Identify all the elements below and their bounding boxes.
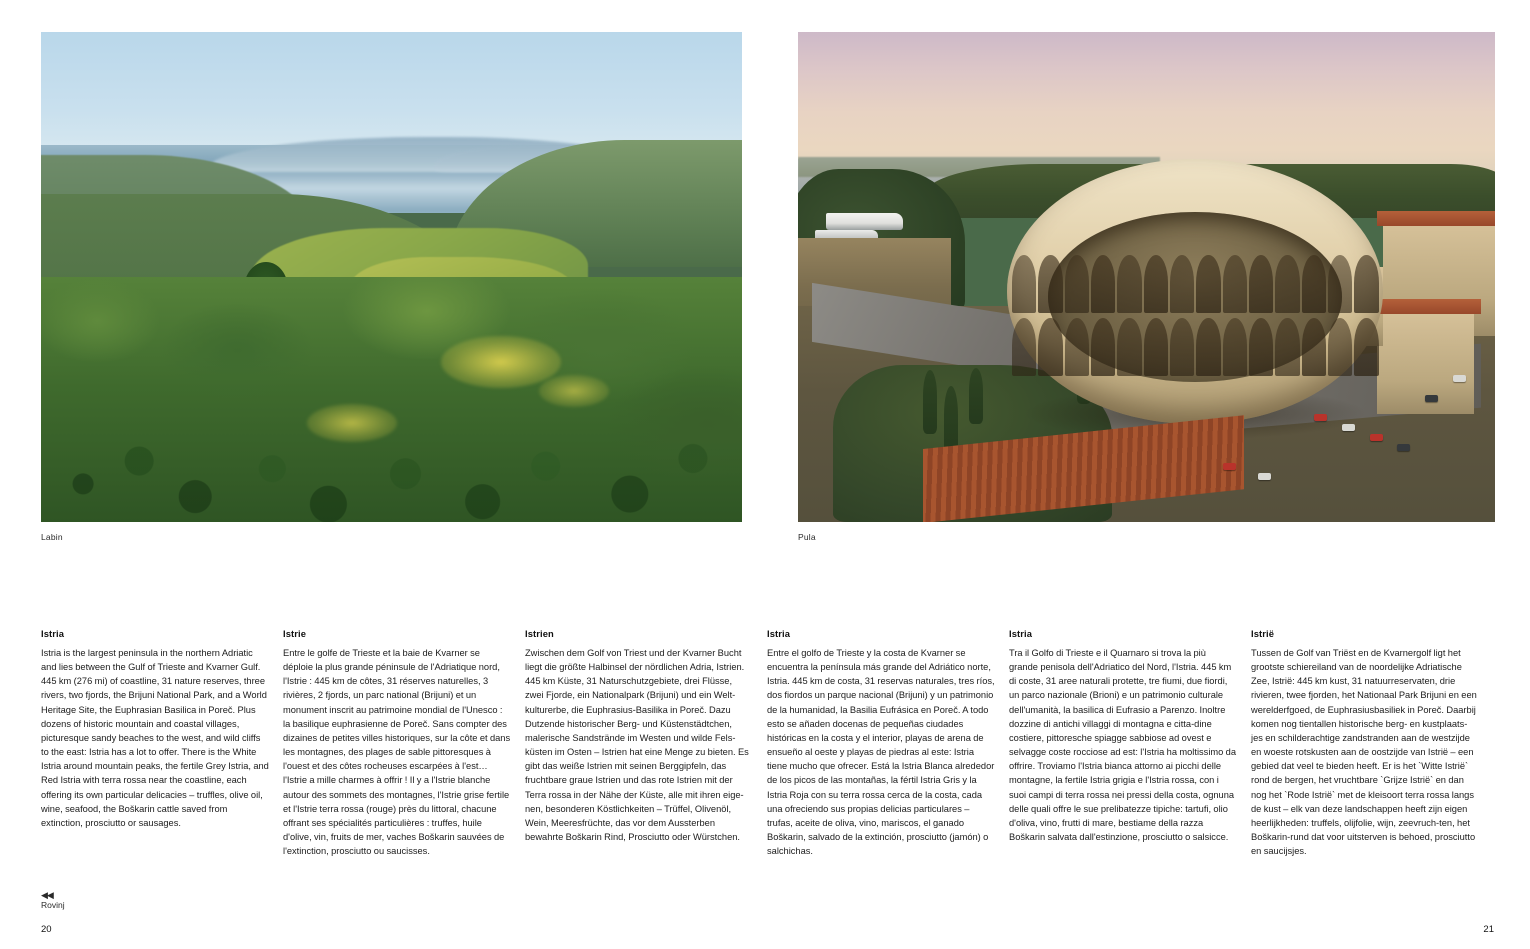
- arena-arch-row-lower: [1007, 318, 1383, 376]
- column-dutch: [1251, 628, 1479, 858]
- column-spanish: [767, 628, 995, 858]
- arena-arch: [1249, 318, 1273, 376]
- next-page-caption: Rovinj: [41, 900, 65, 910]
- tiled-roof: [1377, 211, 1495, 226]
- arena-arch: [1038, 255, 1062, 313]
- forest-canopy: [41, 277, 742, 522]
- arena-arch: [1144, 255, 1168, 313]
- arena-arch: [1302, 255, 1326, 313]
- arena-arch: [1275, 318, 1299, 376]
- column-body-spanish: Entre el golfo de Trieste y la costa de Kvarner se encuentra la península más grande del Adriático norte, Istria. 445 km de costa, 31 reservas naturales, tres ríos, dos fiordos un parque nacional (Brijuni) y un patrimonio de la humanidad, la Basilia Eufrásica en Poreč. A todo esto se añaden docenas de pequeñas ciudades históricas en la costa y el interior, playas de arena de ensueño al oeste y playas de piedras al este: Istria tiene mucho que ofrecer. Está la Istria Blanca alrededor de los picos de las montañas, la fértil Istria Gris y la Istria Roja con su terra rossa cerca de la costa, cada una ofreciendo sus propias delicias particulares – trufas, aceite de oliva, vino, mariscos, el ganado Boškarin, salvado de la extinción, prosciutto (jamón) o salchichas.: [767, 648, 995, 857]
- arena-arch: [1328, 318, 1352, 376]
- arena-arch: [1091, 318, 1115, 376]
- arena-arch: [1249, 255, 1273, 313]
- parked-car: [1342, 424, 1355, 431]
- arena-arch: [1144, 318, 1168, 376]
- column-heading-italian: Istria: [1009, 628, 1033, 639]
- arena-arch: [1012, 255, 1036, 313]
- column-english: [41, 628, 269, 858]
- arena-arch: [1354, 255, 1378, 313]
- arena-arch: [1065, 255, 1089, 313]
- yellow-broom-patch-c: [539, 375, 609, 407]
- column-heading-english: Istria: [41, 628, 65, 639]
- column-french: [283, 628, 511, 858]
- arena-arch: [1223, 255, 1247, 313]
- arena-arch: [1170, 255, 1194, 313]
- yellow-broom-patch-a: [441, 336, 561, 388]
- parked-car: [1397, 444, 1410, 451]
- arena-arch: [1275, 255, 1299, 313]
- parked-car: [1223, 463, 1236, 470]
- arena-arch: [1170, 318, 1194, 376]
- page-number-right: 21: [1483, 924, 1494, 935]
- arena-arch: [1065, 318, 1089, 376]
- column-heading-german: Istrien: [525, 628, 554, 639]
- cruise-ship: [826, 213, 903, 230]
- column-body-french: Entre le golfe de Trieste et la baie de Kvarner se déploie la plus grande péninsule de l'Adriatique nord, l'Istrie : 445 km de côtes, 31 réserves naturelles, 3 rivières, 2 fjords, un parc national (Brijuni) et un monument inscrit au patrimoine mondial de l'Unesco : la basilique euphrasienne de Poreč. Sans compter des dizaines de petites villes historiques, sur la côte et dans les montagnes, des plages de sable pittoresques à l'ouest et des côtes rocheuses escarpées à l'est… l'Istrie a mille charmes à offrir ! Il y a l'Istrie blanche autour des sommets des montagnes, l'Istrie grise fertile et l'Istrie terra rossa (rouge) près du littoral, chacune offrant ses spécialités particulières : truffes, huile d'olive, vin, fruits de mer, vaches Boškarin sauvées de l'extinction, prosciutto ou saucisses.: [283, 648, 511, 857]
- next-page-reference: [41, 891, 65, 911]
- cypress-tree: [969, 368, 983, 424]
- parked-car: [1314, 414, 1327, 421]
- parked-car: [1453, 375, 1466, 382]
- column-body-italian: Tra il Golfo di Trieste e il Quarnaro si trova la più grande penisola dell'Adriatico del Nord, l'Istria. 445 km di coste, 31 aree naturali protette, tre fiumi, due fiordi, un parco nazionale (Brioni) e un patrimonio culturale dell'umanità, la basilica di Eufrasio a Parenzo. Inoltre dozzine di antichi villaggi di montagna e citta-dine costiere, pittoresche spiagge sabbiose ad ovest e selvagge coste rocciose ad est: l'Istria ha moltissimo da offrire. Troviamo l'Istria bianca attorno ai picchi delle montagne, la fertile Istria grigia e l'Istria rossa, con i suoi campi di terra rossa nei pressi della costa, ognuna delle quali offre le sue prelibatezze tipiche: tartufi, olio d'oliva, vino, frutti di mare, bestiame della razza Boškarin salvata dall'estinzione, prosciutto o salsicce.: [1009, 648, 1237, 843]
- column-heading-spanish: Istria: [767, 628, 791, 639]
- column-body-english: Istria is the largest peninsula in the northern Adriatic and lies between the Gulf of Trieste and Kvarner Gulf. 445 km (276 mi) of coastline, 31 nature reserves, three rivers, two fjords, the Brijuni National Park, and a World Heritage Site, the Euphrasian Basilica in Poreč. Plus dozens of historic mountain and coastal villages, picturesque sandy beaches to the west, and wild cliffs to the east: Istria has a lot to offer. There is the White Istria around mountain peaks, the fertile Grey Istria, and Red Istria with terra rossa near the coastline, each offering its own particular delicacies – truffles, olive oil, wine, seafood, the Boškarin cattle saved from extinction, prosciutto or sausages.: [41, 648, 269, 828]
- roman-amphitheatre: [1007, 159, 1383, 424]
- arena-arch: [1328, 255, 1352, 313]
- parked-car: [1425, 395, 1438, 402]
- arena-arch: [1354, 318, 1378, 376]
- arena-arch: [1117, 255, 1141, 313]
- column-body-dutch: Tussen de Golf van Triëst en de Kvarnergolf ligt het grootste schiereiland van de noordelijke Adriatische Zee, Istrië: 445 km kust, 31 natuurreservaten, drie rivieren, twee fjorden, het Nationaal Park Brijuni en een werelderfgoed, de Euphrasiusbasiliek in Poreč. Daarbij komen nog tientallen historische berg- en kustplaats-jes en schilderachtige zandstranden aan de westzijde en woeste rotskusten aan de oostzijde van Istrië – een gebied dat veel te bieden heeft. Er is het `Witte Istrië` rond de bergen, het vruchtbare `Grijze Istrië` en dan nog het `Rode Istrië` met de kleisoort terra rossa langs de kust – elk van deze landschappen heeft zijn eigen heerlijkheden: truffels, olijfolie, wijn, zeevruch-ten, het Boškarin-rund dat voor uitsterven is behoed, prosciutto en saucijsjes.: [1251, 648, 1477, 857]
- column-body-german: Zwischen dem Golf von Triest und der Kvarner Bucht liegt die größte Halbinsel der nördlichen Adria, Istrien. 445 km Küste, 31 Naturschutzgebiete, drei Flüsse, zwei Fjorde, ein Nationalpark (Brijuni) und ein Welt-kulturerbe, die Euphrasius-Basilika in Poreč. Dazu Dutzende historischer Berg- und Küstenstädtchen, malerische Sandstrände im Westen und wilde Fels-küsten im Osten – Istrien hat eine Menge zu bieten. Es gibt das weiße Istrien mit seinen Berggipfeln, das fruchtbare graue Istrien und das rote Istrien mit der Terra rossa in der Nähe der Küste, alle mit ihren eige-nen, besonderen Köstlichkeiten – Trüffel, Olivenöl, Wein, Meeresfrüchte, das vor dem Aussterben bewahrte Boškarin Rind, Prosciutto oder Würstchen.: [525, 648, 749, 843]
- arena-arch: [1196, 255, 1220, 313]
- arena-arch: [1117, 318, 1141, 376]
- pula-arena-photo: [798, 32, 1495, 522]
- page-number-left: 20: [41, 924, 52, 935]
- labin-landscape-photo: [41, 32, 742, 522]
- arena-arch: [1038, 318, 1062, 376]
- arena-arch: [1012, 318, 1036, 376]
- tiled-roof: [1377, 299, 1482, 314]
- arena-arch: [1196, 318, 1220, 376]
- arena-arch: [1091, 255, 1115, 313]
- arena-arch-row-upper: [1007, 255, 1383, 313]
- column-heading-dutch: Istrië: [1251, 628, 1275, 639]
- photo-caption-pula: Pula: [798, 532, 816, 542]
- parked-car: [1258, 473, 1271, 480]
- arena-arch: [1223, 318, 1247, 376]
- photo-caption-labin: Labin: [41, 532, 63, 542]
- column-italian: [1009, 628, 1237, 858]
- column-heading-french: Istrie: [283, 628, 307, 639]
- multilingual-text-columns: [41, 628, 1496, 858]
- double-arrow-left-icon: ◀◀: [41, 890, 53, 900]
- column-german: [525, 628, 753, 858]
- cypress-tree: [923, 370, 937, 434]
- arena-arch: [1302, 318, 1326, 376]
- parked-car: [1370, 434, 1383, 441]
